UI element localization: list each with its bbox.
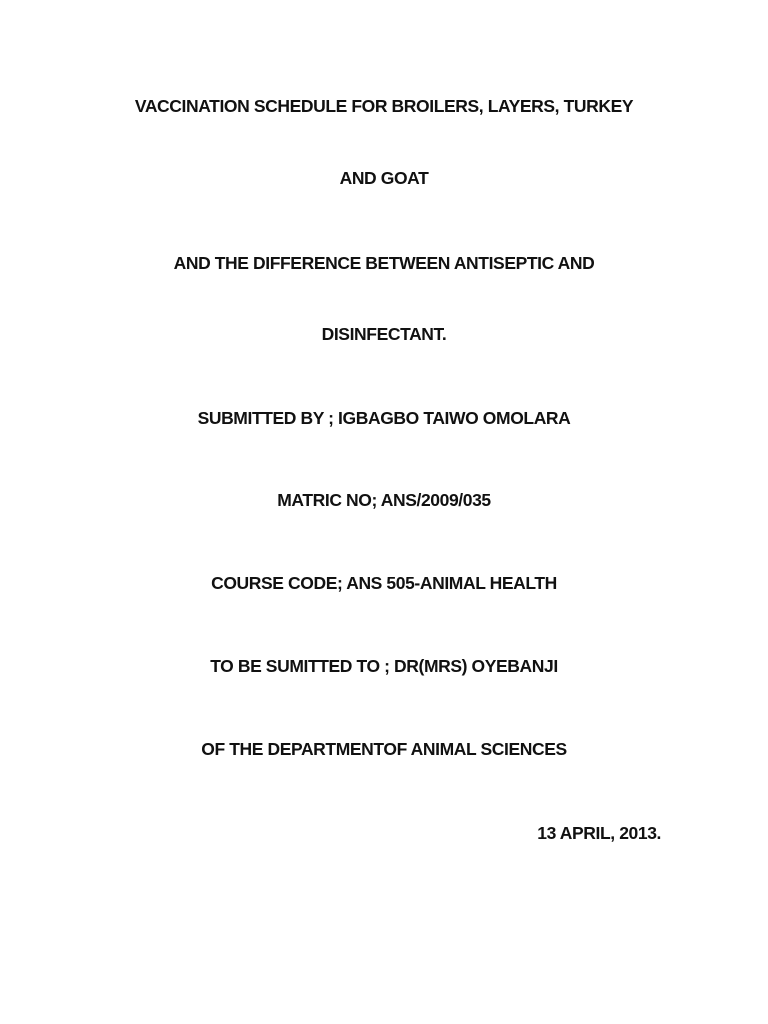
title-line-3: AND THE DIFFERENCE BETWEEN ANTISEPTIC AND [173, 253, 595, 273]
course-code: COURSE CODE; ANS 505-ANIMAL HEALTH [211, 573, 557, 593]
matric-number: MATRIC NO; ANS/2009/035 [277, 490, 491, 510]
department: OF THE DEPARTMENTOF ANIMAL SCIENCES [201, 739, 567, 759]
title-line-1: VACCINATION SCHEDULE FOR BROILERS, LAYERS, TURKEY [134, 96, 634, 116]
submitted-to: TO BE SUMITTED TO ; DR(MRS) OYEBANJI [210, 656, 558, 676]
submitted-by: SUBMITTED BY ; IGBAGBO TAIWO OMOLARA [197, 408, 571, 428]
submission-date: 13 APRIL, 2013. [537, 823, 661, 843]
title-line-2: AND GOAT [339, 168, 429, 188]
title-line-4: DISINFECTANT. [321, 324, 447, 344]
